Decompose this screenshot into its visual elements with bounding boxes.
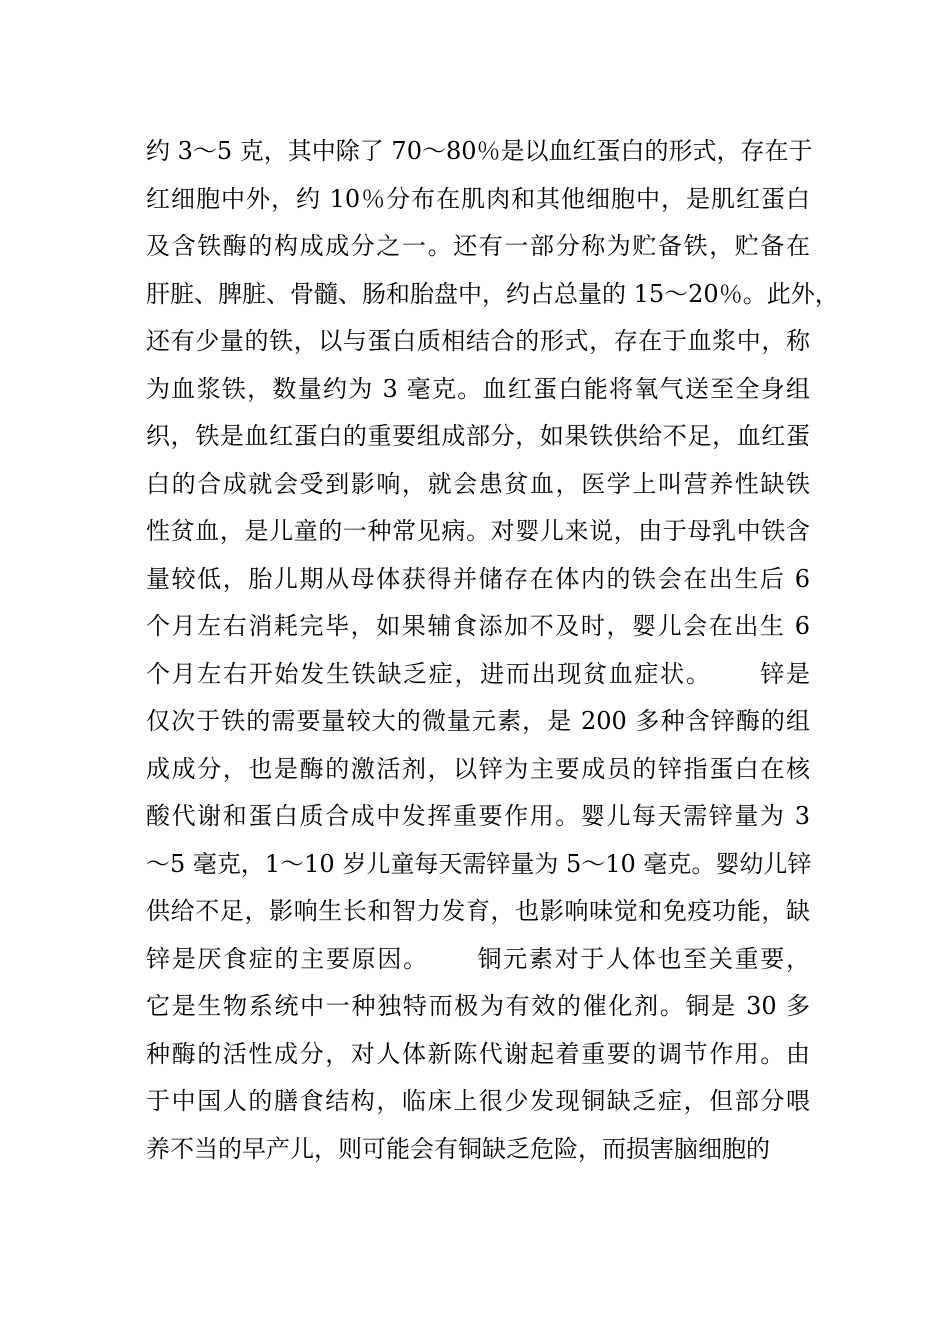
text-line-7: 织，铁是血红蛋白的重要组成部分，如果铁供给不足，血红蛋 bbox=[146, 422, 810, 450]
body-text bbox=[146, 128, 839, 1173]
text-line-11: 个月左右消耗完毕，如果辅食添加不及时，婴儿会在出生 6 bbox=[146, 612, 810, 640]
text-line-6: 为血浆铁，数量约为 3 毫克。血红蛋白能将氧气送至全身组 bbox=[146, 374, 810, 403]
text-line-1: 约 3～5 克，其中除了 70～80％是以血红蛋白的形式，存在于 bbox=[146, 137, 813, 165]
text-line-2: 红细胞中外，约 10％分布在肌肉和其他细胞中，是肌红蛋白 bbox=[146, 184, 810, 213]
text-line-16: ～5 毫克，1～10 岁儿童每天需锌量为 5～10 毫克。婴幼儿锌 bbox=[146, 849, 812, 878]
text-line-12: 个月左右开始发生铁缺乏症，进而出现贫血症状。 锌是 bbox=[146, 659, 810, 688]
text-line-14: 成成分，也是酶的激活剂，以锌为主要成员的锌指蛋白在核 bbox=[146, 754, 810, 783]
text-line-4: 肝脏、脾脏、骨髓、肠和胎盘中，约占总量的 15～20％。此外， bbox=[146, 279, 839, 308]
text-line-13: 仅次于铁的需要量较大的微量元素，是 200 多种含锌酶的组 bbox=[146, 707, 810, 735]
text-line-8: 白的合成就会受到影响，就会患贫血，医学上叫营养性缺铁 bbox=[146, 469, 810, 498]
text-line-21: 于中国人的膳食结构，临床上很少发现铜缺乏症，但部分喂 bbox=[146, 1087, 810, 1115]
text-line-9: 性贫血，是儿童的一种常见病。对婴儿来说，由于母乳中铁含 bbox=[146, 517, 810, 545]
text-line-5: 还有少量的铁，以与蛋白质相结合的形式，存在于血浆中，称 bbox=[146, 327, 810, 355]
text-line-22: 养不当的早产儿，则可能会有铜缺乏危险，而损害脑细胞的 bbox=[146, 1134, 770, 1163]
text-line-10: 量较低，胎儿期从母体获得并储存在体内的铁会在出生后 6 bbox=[146, 564, 810, 593]
text-line-20: 种酶的活性成分，对人体新陈代谢起着重要的调节作用。由 bbox=[146, 1039, 810, 1068]
text-line-19: 它是生物系统中一种独特而极为有效的催化剂。铜是 30 多 bbox=[146, 992, 810, 1020]
text-line-18: 锌是厌食症的主要原因。 铜元素对于人体也至关重要， bbox=[146, 944, 810, 973]
text-line-15: 酸代谢和蛋白质合成中发挥重要作用。婴儿每天需锌量为 3 bbox=[146, 802, 810, 830]
text-line-17: 供给不足，影响生长和智力发育，也影响味觉和免疫功能，缺 bbox=[146, 897, 810, 925]
text-line-3: 及含铁酶的构成成分之一。还有一部分称为贮备铁，贮备在 bbox=[146, 232, 810, 260]
